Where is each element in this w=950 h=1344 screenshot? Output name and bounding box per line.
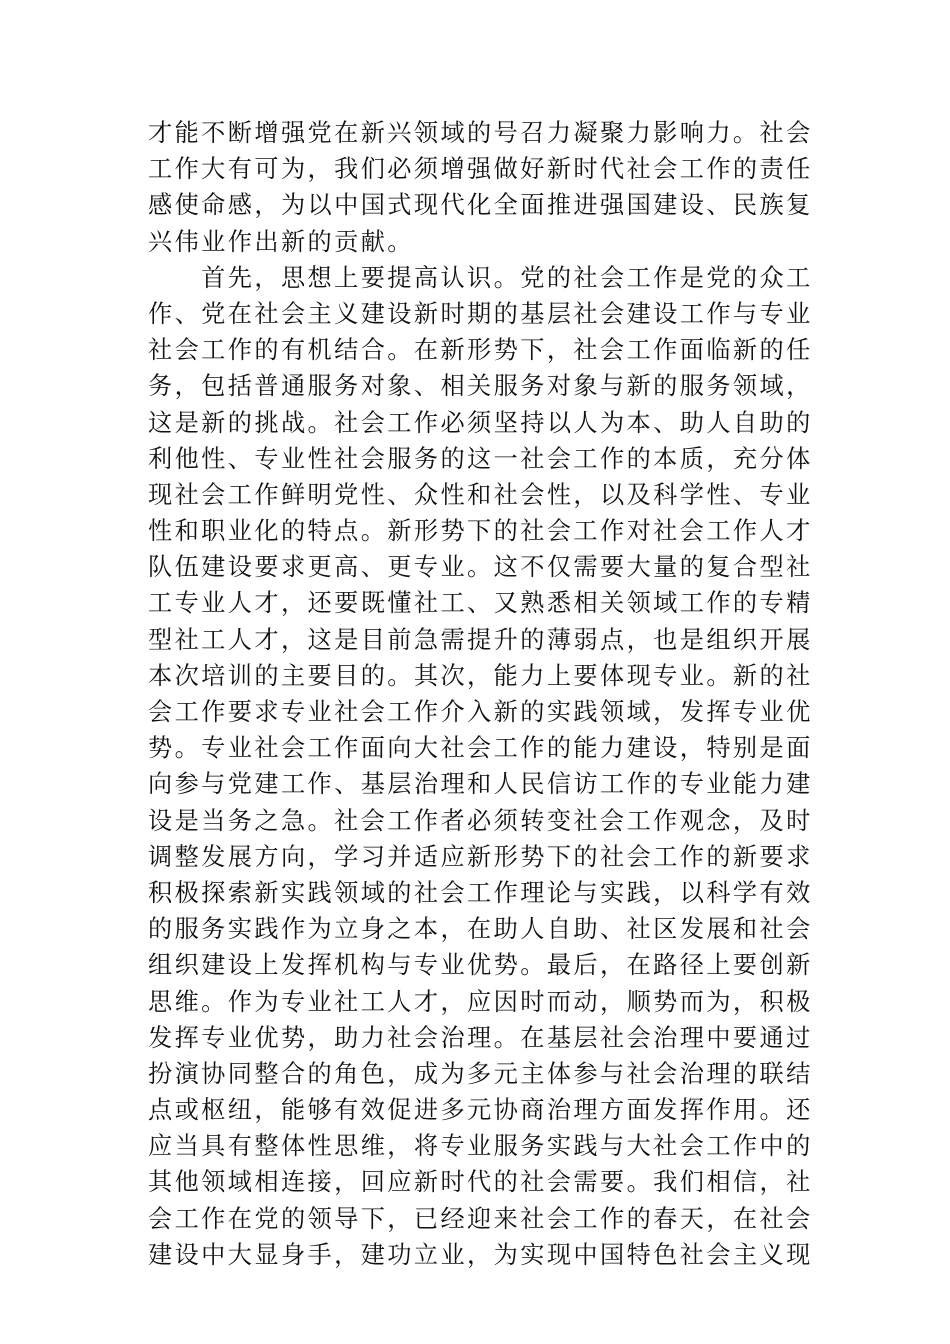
text-line: 兴伟业作出新的贡献。 (148, 227, 414, 256)
text-line: 利他性、专业性社会服务的这一社会工作的本质，充分体 (148, 444, 813, 473)
text-line: 才能不断增强党在新兴领域的号召力凝聚力影响力。社会 (148, 119, 813, 147)
text-line: 这是新的挑战。社会工作必须坚持以人为本、助人自助的 (148, 408, 813, 437)
text-line: 思维。作为专业社工人才，应因时而动，顺势而为，积极 (148, 987, 813, 1016)
text-line: 现社会工作鲜明党性、众性和社会性，以及科学性、专业 (148, 480, 813, 509)
text-line: 会工作在党的领导下，已经迎来社会工作的春天，在社会 (148, 1204, 813, 1233)
text-line: 点或枢纽，能够有效促进多元协商治理方面发挥作用。还 (148, 1096, 813, 1125)
text-line: 势。专业社会工作面向大社会工作的能力建设，特别是面 (148, 734, 813, 763)
text-line: 队伍建设要求更高、更专业。这不仅需要大量的复合型社 (148, 553, 813, 582)
text-line: 应当具有整体性思维，将专业服务实践与大社会工作中的 (148, 1132, 813, 1161)
text-line: 发挥专业优势，助力社会治理。在基层社会治理中要通过 (148, 1023, 813, 1052)
text-line: 会工作要求专业社会工作介入新的实践领域，发挥专业优 (148, 698, 813, 726)
text-line: 社会工作的有机结合。在新形势下，社会工作面临新的任 (148, 336, 813, 365)
text-line: 作、党在社会主义建设新时期的基层社会建设工作与专业 (148, 299, 813, 328)
text-line: 扮演协同整合的角色，成为多元主体参与社会治理的联结 (148, 1059, 813, 1088)
text-line: 性和职业化的特点。新形势下的社会工作对社会工作人才 (148, 517, 813, 546)
text-line: 感使命感，为以中国式现代化全面推进强国建设、民族复 (148, 191, 813, 220)
text-line: 积极探索新实践领域的社会工作理论与实践，以科学有效 (148, 878, 813, 907)
text-line: 的服务实践作为立身之本，在助人自助、社区发展和社会 (148, 915, 813, 944)
text-line: 组织建设上发挥机构与专业优势。最后，在路径上要创新 (148, 951, 813, 980)
text-line: 调整发展方向，学习并适应新形势下的社会工作的新要求 (148, 842, 813, 871)
text-line: 型社工人才，这是目前急需提升的薄弱点，也是组织开展 (148, 625, 813, 654)
text-line: 向参与党建工作、基层治理和人民信访工作的专业能力建 (148, 770, 813, 799)
text-line: 务，包括普通服务对象、相关服务对象与新的服务领域， (148, 372, 813, 401)
text-line: 其他领域相连接，回应新时代的社会需要。我们相信，社 (148, 1168, 813, 1197)
text-line: 工专业人才，还要既懂社工、又熟悉相关领域工作的专精 (148, 589, 813, 618)
text-line: 本次培训的主要目的。其次，能力上要体现专业。新的社 (148, 661, 813, 690)
body-text (148, 115, 818, 1273)
text-line: 工作大有可为，我们必须增强做好新时代社会工作的责任 (148, 155, 813, 184)
text-line: 首先，思想上要提高认识。党的社会工作是党的众工 (148, 263, 813, 292)
text-line: 设是当务之急。社会工作者必须转变社会工作观念，及时 (148, 806, 813, 835)
text-line: 建设中大显身手，建功立业，为实现中国特色社会主义现 (148, 1240, 813, 1269)
